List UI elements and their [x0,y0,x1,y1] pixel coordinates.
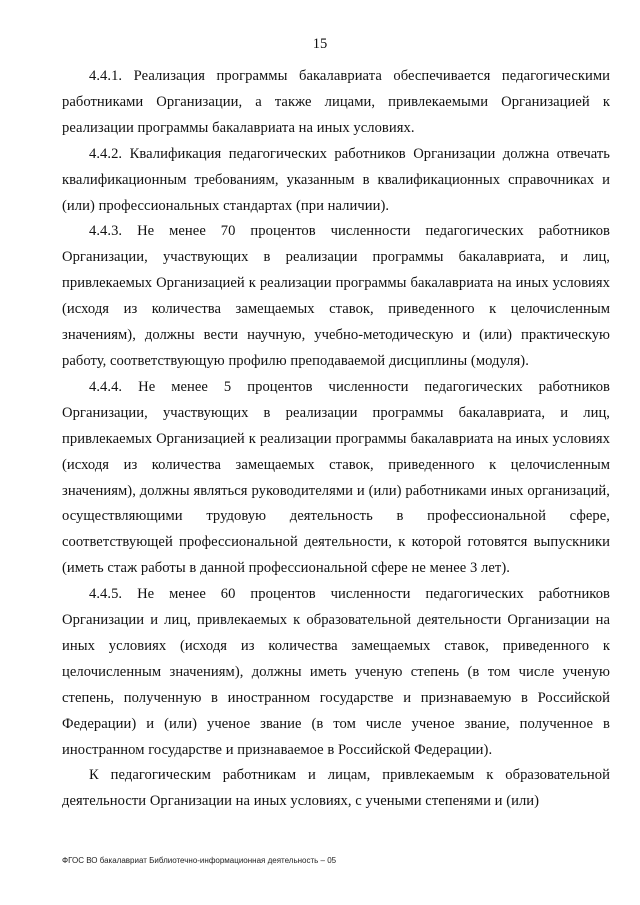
paragraph-4-4-1: 4.4.1. Реализация программы бакалавриата обеспечивается педагогическими работниками Организации, а также лицами, привлекаемыми Организацией к реализации программы бакалавриата на иных условиях. [62,68,610,136]
paragraph-continuation: К педагогическим работникам и лицам, привлекаемым к образовательной деятельности Организации на иных условиях, с учеными степенями и (или) [62,767,610,810]
paragraph-4-4-3: 4.4.3. Не менее 70 процентов численности педагогических работников Организации, участвующих в реализации программы бакалавриата, и лиц, привлекаемых Организацией к реализации программы бакалавриата на иных условиях (исходя из количества замещаемых ставок, приведенного к целочисленным значениям), должны вести научную, учебно-методическую и (или) практическую работу, соответствующую профилю преподаваемой дисциплины (модуля). [62,223,610,369]
footer-note: ФГОС ВО бакалавриат Библиотечно-информационная деятельность – 05 [62,856,337,865]
paragraph-4-4-4: 4.4.4. Не менее 5 процентов численности педагогических работников Организации, участвующих в реализации программы бакалавриата, и лиц, привлекаемых Организацией к реализации программы бакалавриата на иных условиях (исходя из количества замещаемых ставок, приведенного к целочисленным значениям), должны являться руководителями и (или) работниками иных организаций, осуществляющими трудовую деятельность в профессиональной сфере, соответствующей профессиональной деятельности, к которой готовятся выпускники (иметь стаж работы в данной профессиональной сфере не менее 3 лет). [62,378,610,577]
page-number: 15 [312,36,328,52]
paragraph-4-4-2: 4.4.2. Квалификация педагогических работников Организации должна отвечать квалификационным требованиям, указанным в квалификационных справочниках и (или) профессиональных стандартах (при наличии). [62,145,610,214]
paragraph-4-4-5: 4.4.5. Не менее 60 процентов численности педагогических работников Организации и лиц, привлекаемых к образовательной деятельности Организации на иных условиях (исходя из количества замещаемых ставок, приведенного к целочисленным значениям), должны иметь ученую степень (в том числе ученую степень, полученную в иностранном государстве и признаваемую в Российской Федерации) и (или) ученое звание (в том числе ученое звание, полученное в иностранном государстве и признаваемое в Российской Федерации). [62,586,610,758]
document-body [62,64,610,815]
